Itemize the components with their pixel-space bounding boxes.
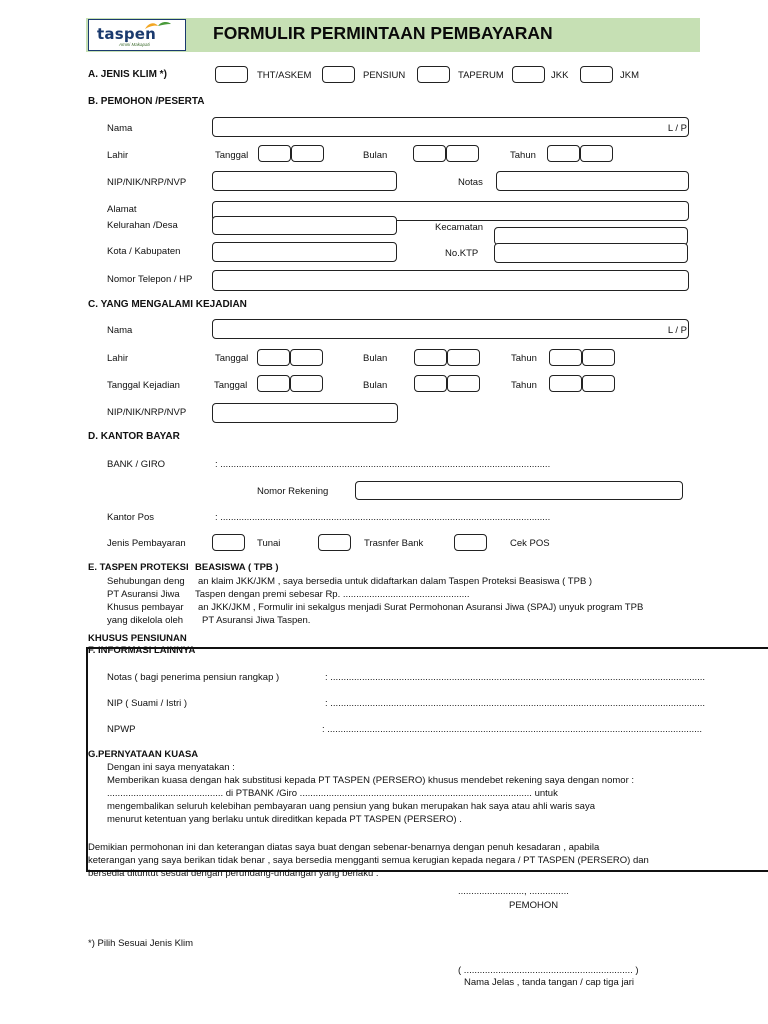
b-tahun-input-1[interactable] [547, 145, 580, 162]
b-bulan-label: Bulan [363, 150, 388, 161]
footnote: *) Pilih Sesuai Jenis Klim [88, 938, 194, 949]
e-line-4-left: yang dikelola oleh [107, 615, 184, 626]
c-kejadian-tanggal-input-1[interactable] [257, 375, 290, 392]
page-title: FORMULIR PERMINTAAN PEMBAYARAN [213, 23, 553, 43]
declaration-line-2: keterangan yang saya berikan tidak benar , saya bersedia mengganti semua kerugian kepada negara / PT TASPEN (PERSERO) dan [88, 855, 649, 866]
d-transfer-label: Trasnfer Bank [364, 538, 424, 549]
c-gender-label: L / P [667, 325, 687, 336]
checkbox-cek-pos[interactable] [454, 534, 487, 551]
e-line-3-right: an JKK/JKM , Formulir ini sekalgus menjadi Surat Permohonan Asuransi Jiwa (SPAJ) unyuk program TPB [198, 602, 644, 613]
b-kelurahan-input[interactable] [212, 216, 397, 235]
taspen-logo [88, 19, 186, 51]
section-a-label: A. JENIS KLIM *) [88, 69, 167, 80]
section-e-label: E. TASPEN PROTEKSI [88, 562, 189, 573]
b-notas-input[interactable] [496, 171, 689, 191]
f-npwp-label: NPWP [107, 724, 136, 735]
signature-pemohon-label: PEMOHON [509, 900, 559, 911]
c-nama-input[interactable] [212, 319, 689, 339]
b-notas-label: Notas [458, 177, 483, 188]
b-tanggal-input-1[interactable] [258, 145, 291, 162]
b-bulan-input-2[interactable] [446, 145, 479, 162]
section-f-label: F. INFORMASI LAINNYA [88, 645, 196, 656]
section-e-sublabel: BEASISWA ( TPB ) [195, 562, 279, 573]
c-nama-label: Nama [107, 325, 133, 336]
option-tht-askem-label: THT/ASKEM [257, 70, 312, 81]
section-d-label: D. KANTOR BAYAR [88, 431, 180, 442]
c-kejadian-tahun-label: Tahun [511, 380, 537, 391]
c-tanggal-label: Tanggal [215, 353, 249, 364]
d-bank-label: BANK / GIRO [107, 459, 166, 470]
b-nama-input[interactable] [212, 117, 689, 137]
option-taperum-label: TAPERUM [458, 70, 504, 81]
option-jkk-label: JKK [551, 70, 569, 81]
e-line-3-left: Khusus pembayar [107, 602, 184, 613]
b-nip-label: NIP/NIK/NRP/NVP [107, 177, 187, 188]
e-line-2-right: Taspen dengan premi sebesar Rp. ................................................ [195, 589, 470, 600]
f-npwp-dots: : .............................................................................................................................................. [322, 724, 703, 735]
b-gender-label: L / P [667, 123, 687, 134]
b-alamat-label: Alamat [107, 204, 137, 215]
b-telepon-label: Nomor Telepon / HP [107, 274, 193, 285]
e-line-4-right: PT Asuransi Jiwa Taspen. [202, 615, 311, 626]
f-nip-label: NIP ( Suami / Istri ) [107, 698, 188, 709]
c-kejadian-bulan-input-2[interactable] [447, 375, 480, 392]
c-tanggal-kejadian-label: Tanggal Kejadian [107, 380, 180, 391]
e-line-2-left: PT Asuransi Jiwa [107, 589, 180, 600]
checkbox-taperum[interactable] [417, 66, 450, 83]
c-kejadian-tahun-input-2[interactable] [582, 375, 615, 392]
g-line-5: menurut ketentuan yang berlaku untuk direditkan kepada PT TASPEN (PERSERO) . [107, 814, 462, 825]
c-tahun-label: Tahun [511, 353, 537, 364]
b-noktp-input[interactable] [494, 243, 688, 263]
d-kantor-pos-dots: : ............................................................................................................................. [215, 512, 551, 523]
c-nip-input[interactable] [212, 403, 398, 423]
signature-caption: Nama Jelas , tanda tangan / cap tiga jari [464, 977, 635, 988]
c-kejadian-tanggal-input-2[interactable] [290, 375, 323, 392]
b-kelurahan-label: Kelurahan /Desa [107, 220, 178, 231]
d-nomor-rekening-label: Nomor Rekening [257, 486, 329, 497]
option-pensiun-label: PENSIUN [363, 70, 406, 81]
c-kejadian-tanggal-label: Tanggal [214, 380, 248, 391]
b-telepon-input[interactable] [212, 270, 689, 291]
checkbox-transfer-bank[interactable] [318, 534, 351, 551]
checkbox-pensiun[interactable] [322, 66, 355, 83]
checkbox-jkk[interactable] [512, 66, 545, 83]
c-nip-label: NIP/NIK/NRP/NVP [107, 407, 187, 418]
d-tunai-label: Tunai [257, 538, 281, 549]
b-bulan-input-1[interactable] [413, 145, 446, 162]
checkbox-tht-askem[interactable] [215, 66, 248, 83]
b-noktp-label: No.KTP [445, 248, 479, 259]
checkbox-tunai[interactable] [212, 534, 245, 551]
c-tanggal-input-2[interactable] [290, 349, 323, 366]
b-kota-label: Kota / Kabupaten [107, 246, 181, 257]
c-bulan-label: Bulan [363, 353, 388, 364]
section-g-label: G.PERNYATAAN KUASA [88, 749, 199, 760]
signature-name-line: ( ................................................................ ) [458, 965, 639, 976]
checkbox-jkm[interactable] [580, 66, 613, 83]
b-nip-input[interactable] [212, 171, 397, 191]
b-kecamatan-label: Kecamatan [435, 222, 484, 233]
c-kejadian-tahun-input-1[interactable] [549, 375, 582, 392]
declaration-line-3: bersedia dituntut sesuai dengan perundang-undangan yang berlaku . [88, 868, 379, 879]
logo-tagline: Amini Makapati [119, 42, 150, 47]
khusus-pensiunan-label: KHUSUS PENSIUNAN [88, 633, 187, 644]
logo-text: taspen [97, 25, 157, 43]
c-tanggal-input-1[interactable] [257, 349, 290, 366]
g-line-2: Memberikan kuasa dengan hak substitusi kepada PT TASPEN (PERSERO) khusus mendebet rekening saya dengan nomor : [107, 775, 635, 786]
b-nama-label: Nama [107, 123, 133, 134]
g-line-3: ............................................ di PTBANK /Giro ........................................................................................ untuk [107, 788, 558, 799]
b-tahun-label: Tahun [510, 150, 536, 161]
f-nip-dots: : .............................................................................................................................................. [325, 698, 706, 709]
section-b-label: B. PEMOHON /PESERTA [88, 96, 205, 107]
e-line-1-right: an klaim JKK/JKM , saya bersedia untuk didaftarkan dalam Taspen Proteksi Beasiswa ( TPB ) [198, 576, 593, 587]
c-kejadian-bulan-label: Bulan [363, 380, 388, 391]
e-line-1-left: Sehubungan deng [107, 576, 185, 587]
c-kejadian-bulan-input-1[interactable] [414, 375, 447, 392]
b-tanggal-label: Tanggal [215, 150, 249, 161]
f-notas-dots: : .............................................................................................................................................. [325, 672, 706, 683]
g-line-4: mengembalikan seluruh kelebihan pembayaran uang pensiun yang bukan merupakan hak saya atau ahli waris saya [107, 801, 595, 812]
c-bulan-input-2[interactable] [447, 349, 480, 366]
b-kota-input[interactable] [212, 242, 397, 262]
g-line-1: Dengan ini saya menyatakan : [107, 762, 235, 773]
c-tahun-input-1[interactable] [549, 349, 582, 366]
b-tanggal-input-2[interactable] [291, 145, 324, 162]
declaration-line-1: Demikian permohonan ini dan keterangan diatas saya buat dengan sebenar-benarnya dengan penuh kesadaran , apabila [88, 842, 600, 853]
c-lahir-label: Lahir [107, 353, 129, 364]
b-lahir-label: Lahir [107, 150, 129, 161]
d-nomor-rekening-input[interactable] [355, 481, 683, 500]
d-kantor-pos-label: Kantor Pos [107, 512, 154, 523]
b-tahun-input-2[interactable] [580, 145, 613, 162]
d-jenis-pembayaran-label: Jenis Pembayaran [107, 538, 186, 549]
c-bulan-input-1[interactable] [414, 349, 447, 366]
signature-place-date: ........................., ............... [458, 886, 569, 897]
option-jkm-label: JKM [620, 70, 639, 81]
d-cek-pos-label: Cek POS [510, 538, 550, 549]
section-c-label: C. YANG MENGALAMI KEJADIAN [88, 299, 247, 310]
f-notas-label: Notas ( bagi penerima pensiun rangkap ) [107, 672, 280, 683]
d-bank-dots: : ............................................................................................................................. [215, 459, 551, 470]
c-tahun-input-2[interactable] [582, 349, 615, 366]
